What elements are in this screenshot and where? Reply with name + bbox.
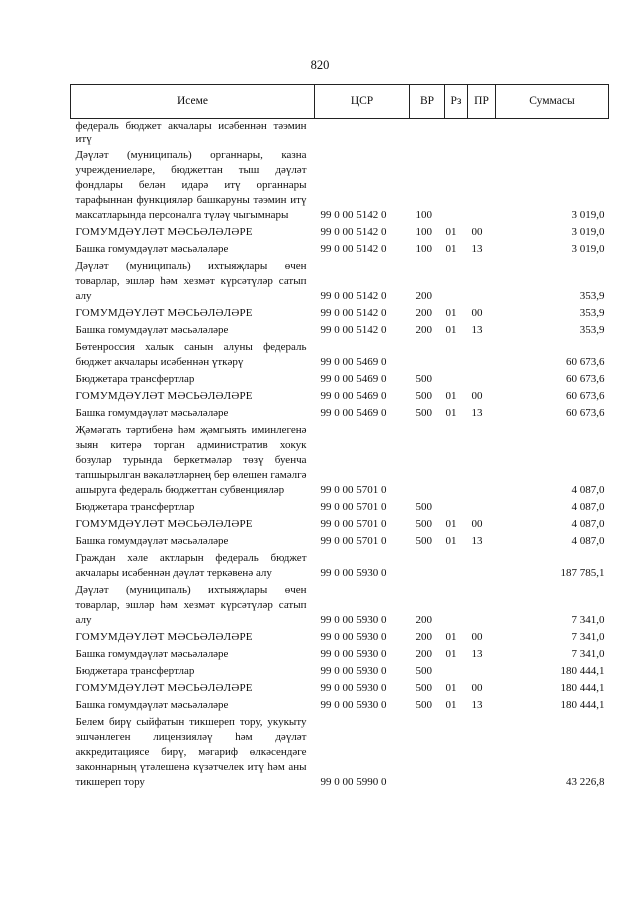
table-row (71, 339, 609, 371)
cell-rz (445, 663, 468, 680)
cell-pr: 00 (471, 518, 483, 530)
header-sum: Суммасы (496, 85, 609, 119)
cell-vr: 200 (415, 307, 432, 319)
cell-sum: 4 087,0 (571, 518, 605, 530)
cell-csr: 99 0 00 5469 0 (320, 390, 387, 402)
table-row (71, 119, 609, 148)
cell-vr: 500 (415, 665, 432, 677)
cell-csr: 99 0 00 5930 0 (320, 567, 387, 579)
table-row (71, 646, 609, 663)
cell-csr: 99 0 00 5930 0 (320, 699, 387, 711)
cell-sum: 3 019,0 (571, 209, 605, 221)
cell-name: Башка гомумдәүләт мәсьәләләре (75, 648, 229, 660)
cell-rz (445, 550, 468, 582)
cell-rz: 01 (445, 390, 457, 402)
cell-pr (468, 339, 496, 371)
cell-sum: 60 673,6 (566, 407, 605, 419)
table-row (71, 405, 609, 422)
cell-csr: 99 0 00 5930 0 (320, 682, 387, 694)
cell-name: Башка гомумдәүләт мәсьәләләре (75, 324, 229, 336)
cell-sum: 60 673,6 (566, 390, 605, 402)
cell-rz (445, 258, 468, 305)
cell-pr (468, 663, 496, 680)
cell-rz: 01 (445, 631, 457, 643)
cell-pr: 13 (471, 324, 483, 336)
cell-rz: 01 (445, 324, 457, 336)
cell-name: ГОМУМДӘҮЛӘТ МӘСЬӘЛӘЛӘРЕ (75, 631, 253, 643)
cell-vr (410, 714, 445, 791)
cell-sum: 180 444,1 (560, 699, 605, 711)
cell-sum: 353,9 (579, 324, 605, 336)
header-pr: ПР (468, 85, 496, 119)
cell-vr: 500 (415, 407, 432, 419)
cell-pr (468, 258, 496, 305)
table-row (71, 241, 609, 258)
table-row (71, 388, 609, 405)
cell-vr: 500 (415, 390, 432, 402)
table-row (71, 629, 609, 646)
cell-name: Башка гомумдәүләт мәсьәләләре (75, 699, 229, 711)
header-row (71, 85, 609, 119)
cell-sum: 4 087,0 (571, 535, 605, 547)
cell-rz: 01 (445, 699, 457, 711)
cell-name: Бюджетара трансфертлар (75, 665, 195, 677)
cell-pr: 13 (471, 648, 483, 660)
cell-rz (445, 422, 468, 499)
cell-vr: 200 (415, 614, 432, 626)
cell-csr: 99 0 00 5701 0 (320, 484, 387, 496)
table-row (71, 371, 609, 388)
cell-csr: 99 0 00 5701 0 (320, 518, 387, 530)
header-vr: ВР (410, 85, 445, 119)
cell-csr: 99 0 00 5142 0 (320, 226, 387, 238)
cell-rz (445, 119, 468, 148)
cell-pr: 13 (471, 243, 483, 255)
cell-rz: 01 (445, 518, 457, 530)
cell-csr: 99 0 00 5930 0 (320, 614, 387, 626)
cell-pr: 13 (471, 535, 483, 547)
cell-csr: 99 0 00 5469 0 (320, 373, 387, 385)
cell-rz: 01 (445, 243, 457, 255)
cell-pr: 00 (471, 682, 483, 694)
header-csr: ЦСР (315, 85, 410, 119)
cell-name: ГОМУМДӘҮЛӘТ МӘСЬӘЛӘЛӘРЕ (75, 518, 253, 530)
cell-vr (410, 119, 445, 148)
cell-rz: 01 (445, 307, 457, 319)
cell-vr: 200 (415, 631, 432, 643)
cell-csr: 99 0 00 5930 0 (320, 665, 387, 677)
cell-sum: 353,9 (579, 307, 605, 319)
cell-name: ГОМУМДӘҮЛӘТ МӘСЬӘЛӘЛӘРЕ (75, 307, 253, 319)
cell-sum: 7 341,0 (571, 631, 605, 643)
cell-vr: 500 (415, 699, 432, 711)
cell-csr: 99 0 00 5990 0 (320, 776, 387, 788)
cell-vr (410, 339, 445, 371)
cell-pr: 13 (471, 407, 483, 419)
cell-sum: 180 444,1 (560, 682, 605, 694)
table-row (71, 305, 609, 322)
cell-pr (468, 147, 496, 224)
cell-name: Башка гомумдәүләт мәсьәләләре (75, 407, 229, 419)
cell-pr (468, 582, 496, 629)
cell-pr (468, 422, 496, 499)
cell-pr: 00 (471, 390, 483, 402)
cell-pr (468, 714, 496, 791)
cell-pr: 00 (471, 226, 483, 238)
table-row (71, 680, 609, 697)
cell-sum: 7 341,0 (571, 648, 605, 660)
cell-vr: 500 (415, 518, 432, 530)
page-number: 820 (310, 58, 330, 72)
table-row (71, 533, 609, 550)
cell-sum: 3 019,0 (571, 243, 605, 255)
cell-rz: 01 (445, 648, 457, 660)
cell-vr: 200 (415, 290, 432, 302)
cell-vr (410, 550, 445, 582)
cell-pr (468, 550, 496, 582)
cell-pr: 00 (471, 631, 483, 643)
cell-csr: 99 0 00 5142 0 (320, 209, 387, 221)
cell-vr: 100 (415, 226, 432, 238)
cell-rz (445, 147, 468, 224)
cell-sum: 180 444,1 (560, 665, 605, 677)
cell-csr (315, 119, 410, 148)
cell-pr: 00 (471, 307, 483, 319)
cell-vr: 500 (415, 501, 432, 513)
cell-name: Башка гомумдәүләт мәсьәләләре (75, 535, 229, 547)
cell-name: Бөтенроссия халык санын алуны федераль бюджет акчалары исәбеннән үткәрү (75, 341, 307, 368)
cell-sum: 3 019,0 (571, 226, 605, 238)
cell-csr: 99 0 00 5701 0 (320, 535, 387, 547)
table-row (71, 224, 609, 241)
cell-vr: 500 (415, 535, 432, 547)
cell-sum: 60 673,6 (566, 356, 605, 368)
cell-pr (468, 119, 496, 148)
cell-vr: 100 (415, 209, 432, 221)
cell-name: Дәүләт (муниципаль) ихтыяҗлары өчен товарлар, эшләр һәм хезмәт күрсәтүләр сатып алу (75, 584, 307, 626)
cell-name: Бюджетара трансфертлар (75, 373, 195, 385)
cell-name: федераль бюджет акчалары исәбеннән тәэмин итү (75, 120, 307, 145)
cell-vr: 200 (415, 324, 432, 336)
cell-vr: 500 (415, 373, 432, 385)
cell-rz: 01 (445, 682, 457, 694)
cell-sum: 4 087,0 (571, 501, 605, 513)
table-row (71, 258, 609, 305)
cell-sum: 60 673,6 (566, 373, 605, 385)
cell-rz: 01 (445, 407, 457, 419)
table-row (71, 499, 609, 516)
cell-pr: 13 (471, 699, 483, 711)
cell-name: Дәүләт (муниципаль) ихтыяҗлары өчен товарлар, эшләр һәм хезмәт күрсәтүләр сатып алу (75, 260, 307, 302)
cell-csr: 99 0 00 5469 0 (320, 356, 387, 368)
table-row (71, 697, 609, 714)
cell-rz (445, 499, 468, 516)
cell-rz (445, 371, 468, 388)
table-row (71, 422, 609, 499)
header-rz: Рз (445, 85, 468, 119)
cell-name: ГОМУМДӘҮЛӘТ МӘСЬӘЛӘЛӘРЕ (75, 226, 253, 238)
cell-csr: 99 0 00 5142 0 (320, 324, 387, 336)
budget-table (70, 84, 609, 791)
cell-csr: 99 0 00 5142 0 (320, 290, 387, 302)
cell-sum: 187 785,1 (560, 567, 605, 579)
table-row (71, 663, 609, 680)
cell-vr: 200 (415, 648, 432, 660)
cell-rz (445, 714, 468, 791)
table-row (71, 714, 609, 791)
cell-name: Граждан хәле актларын федераль бюджет акчалары исәбеннән дәүләт теркәвенә алу (75, 552, 307, 579)
table-header (71, 85, 609, 119)
cell-rz: 01 (445, 226, 457, 238)
table-body (71, 119, 609, 792)
cell-sum: 353,9 (579, 290, 605, 302)
cell-vr (410, 422, 445, 499)
cell-name: Бюджетара трансфертлар (75, 501, 195, 513)
cell-sum: 7 341,0 (571, 614, 605, 626)
cell-rz (445, 339, 468, 371)
cell-name: Белем бирү сыйфатын тикшереп тору, укукыту эшчәнлеген лицензияләү һәм дәүләт аккредитациясе бирү, мәгариф өлкәсендәге законнарның үтәлешенә күзәтчелек итү һәм аны тикшереп тору (75, 716, 307, 788)
cell-csr: 99 0 00 5701 0 (320, 501, 387, 513)
table-row (71, 322, 609, 339)
cell-sum: 43 226,8 (566, 776, 605, 788)
cell-name: Дәүләт (муниципаль) органнары, казна учреждениеләре, бюджеттан тыш дәүләт фондлары белән идарә итү органнары тарафыннан функцияләр башкаруны тәэмин итү максатларында персоналга түләү чыгымнары (75, 149, 307, 221)
cell-pr (468, 371, 496, 388)
cell-rz (445, 582, 468, 629)
cell-csr: 99 0 00 5142 0 (320, 243, 387, 255)
cell-name: ГОМУМДӘҮЛӘТ МӘСЬӘЛӘЛӘРЕ (75, 390, 253, 402)
table-row (71, 582, 609, 629)
cell-vr: 500 (415, 682, 432, 694)
cell-name: ГОМУМДӘҮЛӘТ МӘСЬӘЛӘЛӘРЕ (75, 682, 253, 694)
table-row (71, 147, 609, 224)
cell-csr: 99 0 00 5930 0 (320, 648, 387, 660)
cell-csr: 99 0 00 5469 0 (320, 407, 387, 419)
cell-vr: 100 (415, 243, 432, 255)
table-row (71, 516, 609, 533)
table-row (71, 550, 609, 582)
cell-pr (468, 499, 496, 516)
cell-csr: 99 0 00 5142 0 (320, 307, 387, 319)
cell-name: Җәмәгать тәртибенә һәм җәмгыять иминлегенә зыян китерә торган административ хокук бозулар турында беркетмәләр төзү буенча тапшырылган вәкаләтләрнең бер өлешен гамәлгә ашыруга федераль бюджеттан субвенцияләр (75, 424, 307, 496)
cell-rz: 01 (445, 535, 457, 547)
cell-csr: 99 0 00 5930 0 (320, 631, 387, 643)
cell-name: Башка гомумдәүләт мәсьәләләре (75, 243, 229, 255)
header-name: Исеме (71, 85, 315, 119)
cell-sum: 4 087,0 (571, 484, 605, 496)
cell-sum (496, 119, 609, 148)
